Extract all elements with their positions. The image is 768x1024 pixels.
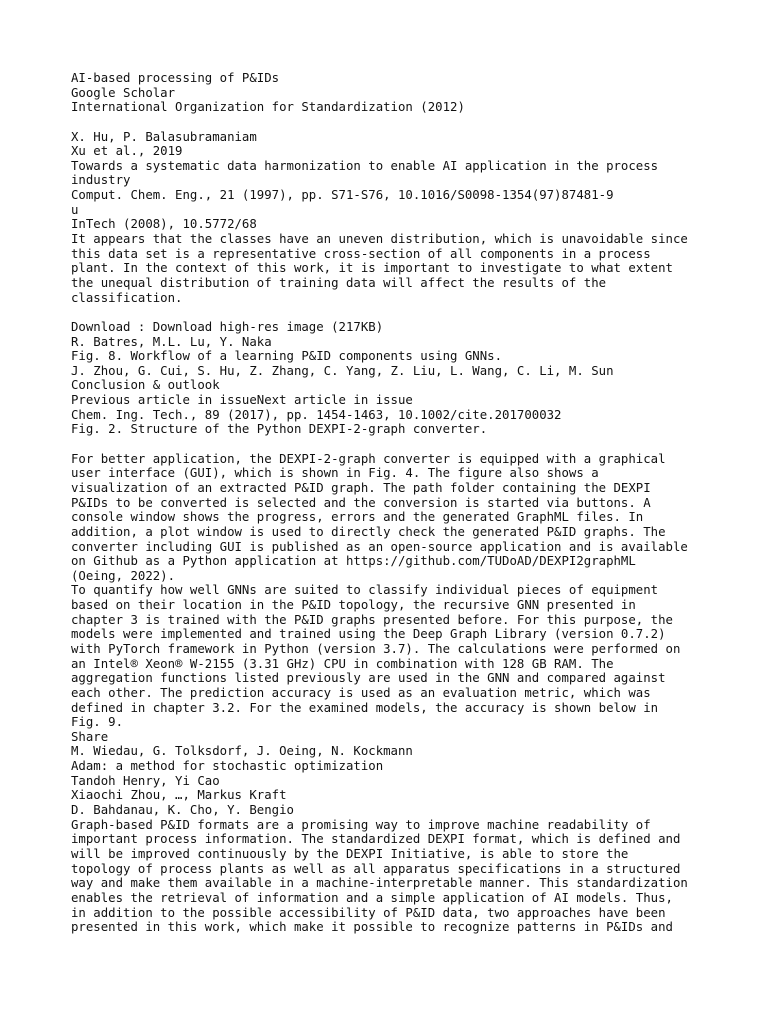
- text-line: presented in this work, which make it possible to recognize patterns in P&IDs and: [71, 920, 673, 935]
- text-line: M. Wiedau, G. Tolksdorf, J. Oeing, N. Kockmann: [71, 744, 413, 759]
- text-line: classification.: [71, 290, 183, 305]
- text-line: Adam: a method for stochastic optimization: [71, 759, 384, 774]
- article-nav-links[interactable]: Previous article in issueNext article in issue: [71, 393, 413, 408]
- paragraph-gap: [71, 115, 711, 130]
- text-line: Google Scholar: [71, 85, 176, 100]
- text-line: defined in chapter 3.2. For the examined models, the accuracy is shown below in: [71, 700, 659, 715]
- text-line: International Organization for Standardization (2012): [71, 100, 465, 115]
- text-line: R. Batres, M.L. Lu, Y. Naka: [71, 334, 272, 349]
- text-line: converter including GUI is published as an open-source application and is available: [71, 539, 688, 554]
- text-line: Fig. 9.: [71, 715, 124, 730]
- text-line: chapter 3 is trained with the P&ID graphs presented before. For this purpose, the: [71, 612, 673, 627]
- text-line: (Oeing, 2022).: [71, 568, 176, 583]
- document-page: [71, 71, 711, 935]
- text-line: plant. In the context of this work, it is important to investigate to what extent: [71, 261, 673, 276]
- text-line: To quantify how well GNNs are suited to classify individual pieces of equipment: [71, 583, 659, 598]
- text-block: [71, 452, 711, 935]
- paragraph-gap: [71, 437, 711, 452]
- text-line: Xu et al., 2019: [71, 144, 183, 159]
- section-heading: Conclusion & outlook: [71, 378, 220, 393]
- figure-caption: Fig. 8. Workflow of a learning P&ID components using GNNs.: [71, 349, 503, 364]
- text-line: industry: [71, 173, 131, 188]
- text-line: important process information. The standardized DEXPI format, which is defined and: [71, 832, 681, 847]
- text-block: [71, 320, 711, 437]
- text-block: [71, 71, 711, 115]
- text-line: It appears that the classes have an uneven distribution, which is unavoidable since: [71, 232, 688, 247]
- figure-caption: Fig. 2. Structure of the Python DEXPI-2-graph converter.: [71, 422, 488, 437]
- text-line: topology of process plants as well as all apparatus specifications in a structured: [71, 861, 681, 876]
- text-line: user interface (GUI), which is shown in Fig. 4. The figure also shows a: [71, 466, 599, 481]
- text-line: AI-based processing of P&IDs: [71, 71, 280, 85]
- text-line: visualization of an extracted P&ID graph. The path folder containing the DEXPI: [71, 480, 651, 495]
- download-link[interactable]: Download : Download high-res image (217KB): [71, 319, 384, 334]
- text-line: u: [71, 202, 79, 217]
- text-line: console window shows the progress, errors and the generated GraphML files. In: [71, 510, 644, 525]
- text-line: X. Hu, P. Balasubramaniam: [71, 129, 257, 144]
- text-line: with PyTorch framework in Python (version 3.7). The calculations were performed on: [71, 641, 681, 656]
- text-line: J. Zhou, G. Cui, S. Hu, Z. Zhang, C. Yang, Z. Liu, L. Wang, C. Li, M. Sun: [71, 363, 614, 378]
- text-line: Graph-based P&ID formats are a promising way to improve machine readability of: [71, 817, 651, 832]
- text-line: on Github as a Python application at https://github.com/TUDoAD/DEXPI2graphML: [71, 554, 636, 569]
- text-line: Towards a systematic data harmonization to enable AI application in the process: [71, 158, 659, 173]
- text-line: Tandoh Henry, Yi Cao: [71, 773, 220, 788]
- paragraph-gap: [71, 305, 711, 320]
- text-line: Comput. Chem. Eng., 21 (1997), pp. S71-S76, 10.1016/S0098-1354(97)87481-9: [71, 188, 614, 203]
- text-line: models were implemented and trained using the Deep Graph Library (version 0.7.2): [71, 627, 666, 642]
- text-line: InTech (2008), 10.5772/68: [71, 217, 257, 232]
- text-line: an Intel® Xeon® W-2155 (3.31 GHz) CPU in combination with 128 GB RAM. The: [71, 656, 614, 671]
- text-line: aggregation functions listed previously are used in the GNN and compared against: [71, 671, 666, 686]
- share-link[interactable]: Share: [71, 729, 109, 744]
- text-line: the unequal distribution of training data will affect the results of the: [71, 275, 607, 290]
- text-line: addition, a plot window is used to directly check the generated P&ID graphs. The: [71, 524, 666, 539]
- text-line: will be improved continuously by the DEXPI Initiative, is able to store the: [71, 846, 629, 861]
- text-line: enables the retrieval of information and a simple application of AI models. Thus,: [71, 890, 673, 905]
- text-line: D. Bahdanau, K. Cho, Y. Bengio: [71, 803, 294, 818]
- text-line: Xiaochi Zhou, …, Markus Kraft: [71, 788, 287, 803]
- text-line: Chem. Ing. Tech., 89 (2017), pp. 1454-1463, 10.1002/cite.201700032: [71, 407, 562, 422]
- text-line: each other. The prediction accuracy is used as an evaluation metric, which was: [71, 685, 651, 700]
- text-block: [71, 130, 711, 306]
- text-line: For better application, the DEXPI-2-graph converter is equipped with a graphical: [71, 451, 666, 466]
- text-line: way and make them available in a machine-interpretable manner. This standardization: [71, 876, 688, 891]
- text-line: in addition to the possible accessibility of P&ID data, two approaches have been: [71, 905, 666, 920]
- text-line: P&IDs to be converted is selected and the conversion is started via buttons. A: [71, 495, 651, 510]
- text-line: this data set is a representative cross-section of all components in a process: [71, 246, 651, 261]
- text-line: based on their location in the P&ID topology, the recursive GNN presented in: [71, 598, 636, 613]
